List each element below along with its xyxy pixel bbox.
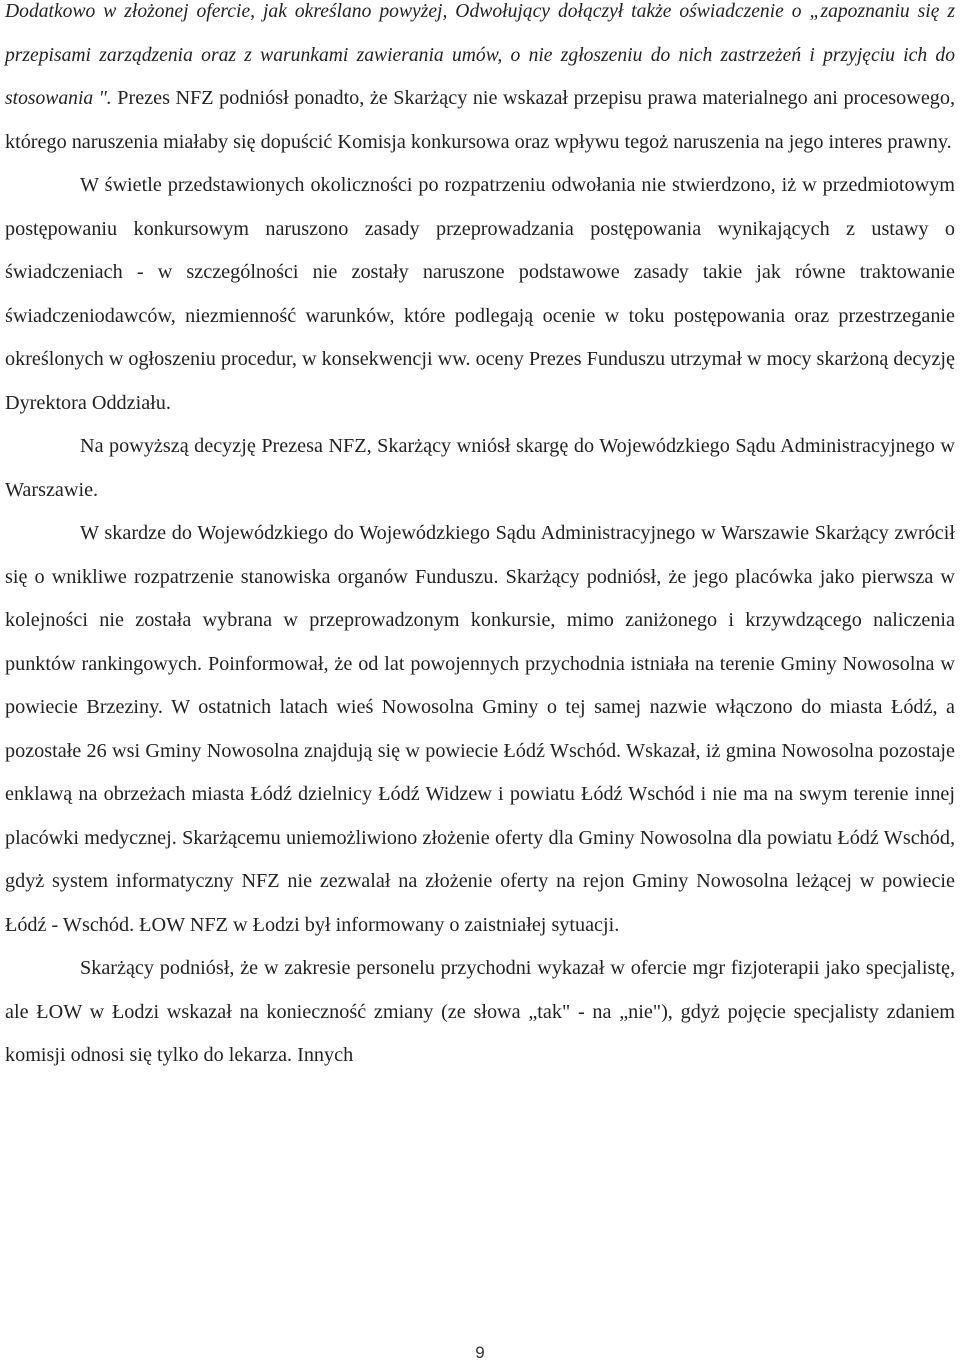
paragraph-5: Skarżący podniósł, że w zakresie personelu przychodni wykazał w ofercie mgr fizjoterapii jako specjalistę, ale ŁOW w Łodzi wskazał na konieczność zmiany (ze słowa „tak" - na „nie"), gdyż pojęcie specjalisty zdaniem komisji odnosi się tylko do lekarza. Innych bbox=[5, 957, 955, 1066]
paragraph-1-text: Prezes NFZ podniósł ponadto, że Skarżący nie wskazał przepisu prawa materialnego ani procesowego, którego naruszenia miałaby się dopuścić Komisja konkursowa oraz wpływu tegoż naruszenia na jego interes prawny. bbox=[5, 87, 956, 153]
page-number: 9 bbox=[475, 1343, 485, 1362]
paragraph-3: Na powyższą decyzję Prezesa NFZ, Skarżący wniósł skargę do Wojewódzkiego Sądu Administracyjnego w Warszawie. bbox=[5, 435, 955, 501]
document-page bbox=[5, 0, 955, 1078]
paragraph-1-italic-text: Dodatkowo w złożonej ofercie, jak określano powyżej, Odwołujący dołączył także oświadczenie o „zapoznaniu się z przepisami zarządzenia oraz z warunkami zawierania umów, o nie zgłoszeniu do nich zastrzeżeń i przyjęciu ich do stosowania ". bbox=[5, 1, 955, 109]
paragraph-2: W świetle przedstawionych okoliczności po rozpatrzeniu odwołania nie stwierdzono, iż w przedmiotowym postępowaniu konkursowym naruszono zasady przeprowadzania postępowania wynikających z ustawy o świadczeniach - w szczególności nie zostały naruszone podstawowe zasady takie jak równe traktowanie świadczeniodawców, niezmienność warunków, które podlegają ocenie w toku postępowania oraz przestrzeganie określonych w ogłoszeniu procedur, w konsekwencji ww. oceny Prezes Funduszu utrzymał w mocy skarżoną decyzję Dyrektora Oddziału. bbox=[5, 174, 955, 414]
paragraph-4: W skardze do Wojewódzkiego do Wojewódzkiego Sądu Administracyjnego w Warszawie Skarżący zwrócił się o wnikliwe rozpatrzenie stanowiska organów Funduszu. Skarżący podniósł, że jego placówka jako pierwsza w kolejności nie została wybrana w przeprowadzonym konkursie, mimo zaniżonego i krzywdzącego naliczenia punktów rankingowych. Poinformował, że od lat powojennych przychodnia istniała na terenie Gminy Nowosolna w powiecie Brzeziny. W ostatnich latach wieś Nowosolna Gminy o tej samej nazwie włączono do miasta Łódź, a pozostałe 26 wsi Gminy Nowosolna znajdują się w powiecie Łódź Wschód. Wskazał, iż gmina Nowosolna pozostaje enklawą na obrzeżach miasta Łódź dzielnicy Łódź Widzew i powiatu Łódź Wschód i nie ma na swym terenie innej placówki medycznej. Skarżącemu uniemożliwiono złożenie oferty dla Gminy Nowosolna dla powiatu Łódź Wschód, gdyż system informatyczny NFZ nie zezwalał na złożenie oferty na rejon Gminy Nowosolna leżącej w powiecie Łódź - Wschód. ŁOW NFZ w Łodzi był informowany o zaistniałej sytuacji. bbox=[5, 522, 955, 936]
paragraph-1 bbox=[5, 0, 955, 164]
